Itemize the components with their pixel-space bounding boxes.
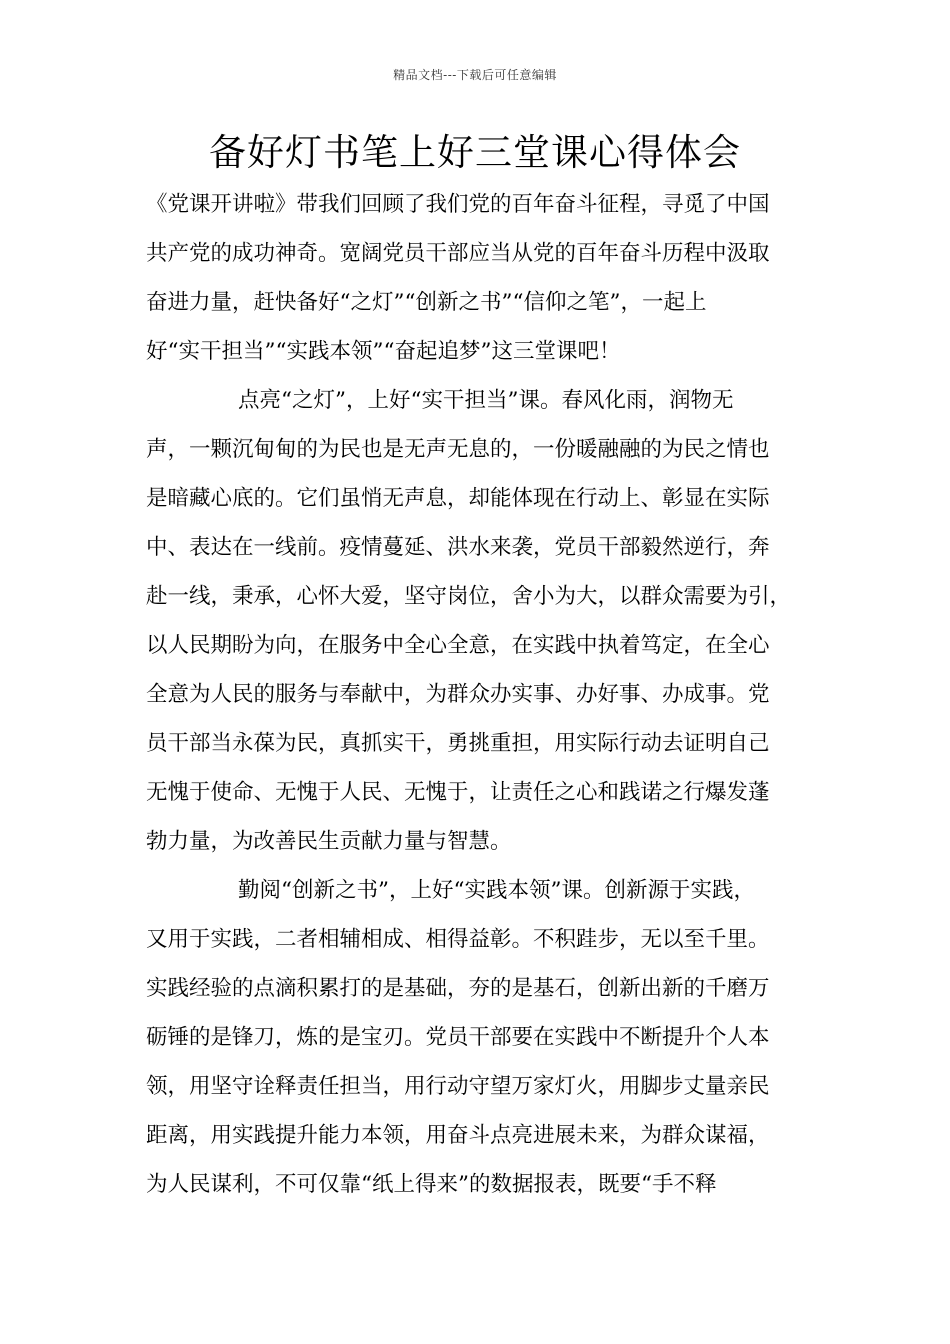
text-line: 中、表达在一线前。疫情蔓延、洪水来袭，党员干部毅然逆行，奔 bbox=[146, 535, 770, 560]
text-line: 好“实干担当”“实践本领”“奋起追梦”这三堂课吧！ bbox=[146, 339, 621, 364]
text-line: 领，用坚守诠释责任担当，用行动守望万家灯火，用脚步丈量亲民 bbox=[146, 1074, 770, 1099]
text-line: 奋进力量，赶快备好“之灯”“创新之书”“信仰之笔”，一起上 bbox=[146, 290, 707, 315]
text-line: 以人民期盼为向，在服务中全心全意，在实践中执着笃定，在全心 bbox=[146, 633, 770, 658]
text-line: 是暗藏心底的。它们虽悄无声息，却能体现在行动上、彰显在实际 bbox=[146, 486, 770, 511]
header-note: 精品文档---下载后可任意编辑 bbox=[393, 68, 557, 82]
text-line: 距离，用实践提升能力本领，用奋斗点亮进展未来，为群众谋福， bbox=[146, 1123, 770, 1148]
text-line: 赴一线，秉承，心怀大爱，坚守岗位，舍小为大，以群众需要为引， bbox=[146, 584, 792, 609]
text-line: 全意为人民的服务与奉献中，为群众办实事、办好事、办成事。党 bbox=[146, 682, 770, 707]
text-line: 共产党的成功神奇。宽阔党员干部应当从党的百年奋斗历程中汲取 bbox=[146, 241, 770, 266]
text-line: 勤阅“创新之书”，上好“实践本领”课。创新源于实践， bbox=[238, 878, 755, 903]
text-line: 实践经验的点滴积累打的是基础，夯的是基石，创新出新的千磨万 bbox=[146, 976, 770, 1001]
text-line: 员干部当永葆为民，真抓实干，勇挑重担，用实际行动去证明自己 bbox=[146, 731, 770, 756]
document-title: 备好灯书笔上好三堂课心得体会 bbox=[209, 131, 741, 174]
text-line: 无愧于使命、无愧于人民、无愧于，让责任之心和践诺之行爆发蓬 bbox=[146, 780, 770, 805]
text-line: 《党课开讲啦》带我们回顾了我们党的百年奋斗征程，寻觅了中国 bbox=[146, 192, 770, 217]
text-line: 点亮“之灯”，上好“实干担当”课。春风化雨，润物无 bbox=[238, 388, 734, 413]
text-line: 砺锤的是锋刀，炼的是宝刃。党员干部要在实践中不断提升个人本 bbox=[146, 1025, 770, 1050]
text-line: 为人民谋利，不可仅靠“纸上得来”的数据报表，既要“手不释 bbox=[146, 1172, 717, 1197]
body-text bbox=[146, 180, 818, 1209]
text-line: 勃力量，为改善民生贡献力量与智慧。 bbox=[146, 829, 512, 854]
text-line: 又用于实践，二者相辅相成、相得益彰。不积跬步，无以至千里。 bbox=[146, 927, 770, 952]
text-line: 声，一颗沉甸甸的为民也是无声无息的，一份暖融融的为民之情也 bbox=[146, 437, 770, 462]
